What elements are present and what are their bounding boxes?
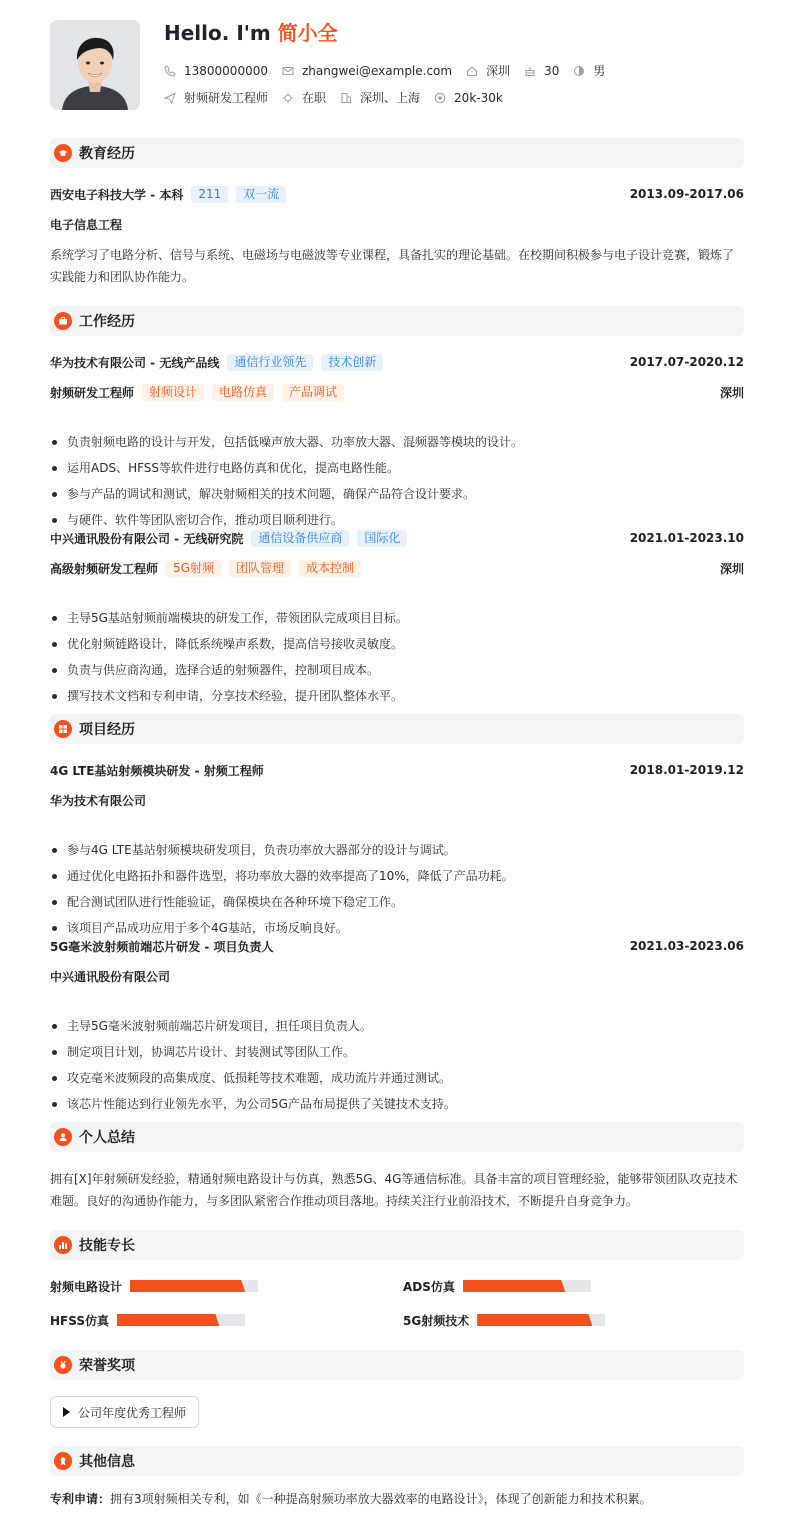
avatar-photo xyxy=(50,20,140,110)
skill-item xyxy=(50,1310,245,1330)
list-item: 与硬件、软件等团队密切合作，推动项目顺利进行。 xyxy=(50,509,744,535)
skill-name: ADS仿真 xyxy=(403,1279,455,1294)
work-title: 工作经历 xyxy=(79,314,135,330)
company-tag: 通信行业领先 xyxy=(227,354,313,371)
skill-level-fill xyxy=(117,1314,219,1326)
email-text: zhangwei@example.com xyxy=(301,63,453,78)
education-entry-row xyxy=(50,184,744,204)
building-icon xyxy=(340,92,352,104)
skills-title: 技能专长 xyxy=(79,1238,135,1254)
list-item: 主导5G基站射频前端模块的研发工作，带领团队完成项目目标。 xyxy=(50,607,744,633)
project-duties-list xyxy=(50,839,744,943)
job-location: 深圳 xyxy=(719,561,744,576)
ribbon-icon xyxy=(54,1452,72,1470)
project-company: 中兴通讯股份有限公司 xyxy=(50,969,171,984)
list-item: 该芯片性能达到行业领先水平，为公司5G产品布局提供了关键技术支持。 xyxy=(50,1093,744,1119)
role-block xyxy=(50,560,361,577)
projects-section-header xyxy=(50,714,744,744)
city-text: 深圳 xyxy=(486,64,511,78)
salary-text: 20k-30k xyxy=(454,90,503,105)
project-duties-list xyxy=(50,1015,744,1119)
school-tag: 211 xyxy=(191,186,228,203)
project-company-row xyxy=(50,790,744,810)
project-name-row xyxy=(50,936,744,956)
major-name: 电子信息工程 xyxy=(50,217,123,232)
intention-row xyxy=(164,89,517,106)
other-text: 拥有3项射频相关专利，如《一种提高射频功率放大器效率的电路设计》，体现了创新能力和技术积累。 xyxy=(110,1492,652,1506)
role-name: 射频研发工程师 xyxy=(50,385,135,400)
status-icon xyxy=(282,92,294,104)
briefcase-icon xyxy=(54,312,72,330)
award-item xyxy=(50,1396,199,1428)
list-item: 优化射频链路设计，降低系统噪声系数，提高信号接收灵敏度。 xyxy=(50,633,744,659)
list-item: 负责与供应商沟通，选择合适的射频器件，控制项目成本。 xyxy=(50,659,744,685)
role-tag: 电路仿真 xyxy=(212,384,274,401)
city-item xyxy=(466,62,510,79)
other-info-line xyxy=(50,1490,652,1507)
phone-item xyxy=(164,64,268,78)
skill-name: 5G射频技术 xyxy=(403,1313,470,1328)
list-item: 攻克毫米波频段的高集成度、低损耗等技术难题，成功流片并通过测试。 xyxy=(50,1067,744,1093)
education-section-header xyxy=(50,138,744,168)
skill-name: HFSS仿真 xyxy=(50,1313,109,1328)
project-name: 5G毫米波射频前端芯片研发 - 项目负责人 xyxy=(50,939,274,954)
skills-section-header xyxy=(50,1230,744,1260)
list-item: 负责射频电路的设计与开发，包括低噪声放大器、功率放大器、混频器等模块的设计。 xyxy=(50,431,744,457)
job-duties-list xyxy=(50,607,744,711)
project-grid-icon xyxy=(54,720,72,738)
skill-level-bar xyxy=(130,1280,258,1292)
age-item xyxy=(524,64,559,78)
home-icon xyxy=(466,65,478,77)
role-tag: 成本控制 xyxy=(299,560,361,577)
project-period: 2021.03-2023.06 xyxy=(629,939,744,953)
list-item: 撰写技术文档和专利申请，分享技术经验，提升团队整体水平。 xyxy=(50,685,744,711)
company-block xyxy=(50,354,383,371)
greeting-heading xyxy=(164,20,338,46)
company-name: 中兴通讯股份有限公司 - 无线研究院 xyxy=(50,531,244,546)
role-tag: 团队管理 xyxy=(229,560,291,577)
other-label: 专利申请： xyxy=(50,1492,111,1506)
play-triangle-icon xyxy=(63,1407,70,1417)
project-name-row xyxy=(50,760,744,780)
role-block xyxy=(50,384,344,401)
gender-text: 男 xyxy=(593,64,606,78)
skill-level-bar xyxy=(463,1280,591,1292)
role-tag: 产品调试 xyxy=(282,384,344,401)
job-role-row xyxy=(50,558,744,578)
other-section-header xyxy=(50,1446,744,1476)
project-company: 华为技术有限公司 xyxy=(50,793,147,808)
role-tag: 5G射频 xyxy=(166,560,221,577)
cake-icon xyxy=(524,65,536,77)
list-item: 主导5G毫米波射频前端芯片研发项目，担任项目负责人。 xyxy=(50,1015,744,1041)
age-text: 30 xyxy=(544,63,560,78)
graduation-cap-icon xyxy=(54,144,72,162)
project-company-row xyxy=(50,966,744,986)
gender-item xyxy=(573,62,605,79)
position-text: 射频研发工程师 xyxy=(184,91,269,105)
job-period: 2021.01-2023.10 xyxy=(629,531,744,545)
avatar xyxy=(50,20,140,110)
awards-title: 荣誉奖项 xyxy=(79,1358,135,1374)
job-duties-list xyxy=(50,431,744,535)
resume-header xyxy=(50,20,744,110)
summary-title: 个人总结 xyxy=(79,1130,135,1146)
school-tag: 双一流 xyxy=(236,186,286,203)
education-period: 2013.09-2017.06 xyxy=(629,187,744,201)
company-tag: 通信设备供应商 xyxy=(251,530,349,547)
role-tag: 射频设计 xyxy=(142,384,204,401)
project-name: 4G LTE基站射频模块研发 - 射频工程师 xyxy=(50,763,264,778)
company-block xyxy=(50,530,407,547)
skill-name: 射频电路设计 xyxy=(50,1279,123,1294)
job-location: 深圳 xyxy=(719,385,744,400)
role-name: 高级射频研发工程师 xyxy=(50,561,159,576)
medal-icon xyxy=(54,1356,72,1374)
resume-page xyxy=(50,20,744,1506)
person-icon xyxy=(54,1128,72,1146)
skill-level-bar xyxy=(117,1314,245,1326)
skill-item xyxy=(403,1276,591,1296)
award-text: 公司年度优秀工程师 xyxy=(78,1405,187,1420)
education-title: 教育经历 xyxy=(79,146,135,162)
company-tag: 技术创新 xyxy=(321,354,383,371)
skill-level-bar xyxy=(477,1314,605,1326)
mail-icon xyxy=(282,65,294,77)
status-text: 在职 xyxy=(302,91,327,105)
skill-level-fill xyxy=(130,1280,245,1292)
job-company-row xyxy=(50,528,744,548)
list-item: 参与产品的调试和测试，解决射频相关的技术问题，确保产品符合设计要求。 xyxy=(50,483,744,509)
list-item: 配合测试团队进行性能验证，确保模块在各种环境下稳定工作。 xyxy=(50,891,744,917)
target-city-text: 深圳、上海 xyxy=(360,91,421,105)
projects-title: 项目经历 xyxy=(79,722,135,738)
phone-text: 13800000000 xyxy=(184,63,268,78)
company-tag: 国际化 xyxy=(357,530,407,547)
position-item xyxy=(164,89,268,106)
major-row xyxy=(50,214,744,234)
job-company-row xyxy=(50,352,744,372)
school-name: 西安电子科技大学 - 本科 xyxy=(50,187,184,202)
summary-text: 拥有[X]年射频研发经验，精通射频电路设计与仿真，熟悉5G、4G等通信标准。具备丰富的项目管理经验，能够带领团队攻克技术难题。良好的沟通协作能力，与多团队紧密合作推动项目落地。持续关注行业前沿技术，不断提升自身竞争力。 xyxy=(50,1172,738,1208)
target-city-item xyxy=(340,89,420,106)
awards-section-header xyxy=(50,1350,744,1380)
list-item: 参与4G LTE基站射频模块研发项目，负责功率放大器部分的设计与调试。 xyxy=(50,839,744,865)
contact-row xyxy=(164,62,619,79)
skill-level-fill xyxy=(477,1314,592,1326)
list-item: 制定项目计划，协调芯片设计、封装测试等团队工作。 xyxy=(50,1041,744,1067)
education-description: 系统学习了电路分析、信号与系统、电磁场与电磁波等专业课程，具备扎实的理论基础。在校期间积极参与电子设计竞赛，锻炼了实践能力和团队协作能力。 xyxy=(50,248,735,284)
work-section-header xyxy=(50,306,744,336)
list-item: 该项目产品成功应用于多个4G基站，市场反响良好。 xyxy=(50,917,744,943)
chart-icon xyxy=(54,1236,72,1254)
status-item xyxy=(282,89,326,106)
school-block xyxy=(50,186,286,203)
gender-icon xyxy=(573,65,585,77)
email-item xyxy=(282,64,452,78)
skill-level-fill xyxy=(463,1280,565,1292)
salary-icon xyxy=(434,92,446,104)
list-item: 运用ADS、HFSS等软件进行电路仿真和优化，提高电路性能。 xyxy=(50,457,744,483)
salary-item xyxy=(434,91,503,105)
greeting-text: Hello. I'm xyxy=(164,21,278,45)
job-period: 2017.07-2020.12 xyxy=(629,355,744,369)
job-role-row xyxy=(50,382,744,402)
other-title: 其他信息 xyxy=(79,1454,135,1470)
skill-item xyxy=(50,1276,258,1296)
candidate-name: 简小全 xyxy=(277,21,338,45)
company-name: 华为技术有限公司 - 无线产品线 xyxy=(50,355,220,370)
summary-section-header xyxy=(50,1122,744,1152)
project-period: 2018.01-2019.12 xyxy=(629,763,744,777)
phone-icon xyxy=(164,65,176,77)
skill-item xyxy=(403,1310,605,1330)
send-icon xyxy=(164,92,176,104)
list-item: 通过优化电路拓扑和器件选型，将功率放大器的效率提高了10%，降低了产品功耗。 xyxy=(50,865,744,891)
